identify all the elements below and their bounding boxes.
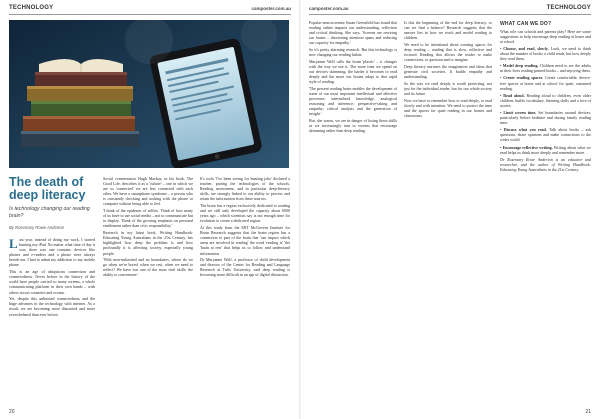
sidebar-intro: What role can schools and parents play? Here are some suggestions to help encourage deep reading at home and at school. (500, 29, 591, 45)
right-page (300, 0, 600, 419)
body-paragraph: This is an age of ubiquitous connection and connectedness. Never before in the history of the world have people carried so many screens, a whole communicating platform in their own hands – with others across countries and oceans. (9, 269, 95, 295)
body-paragraph: Is this the beginning of the end for deep literacy, or can we find a balance? Research suggests that the answer lies in how we teach and model reading to children. (404, 20, 492, 41)
body-paragraph: Last year, instead of doing my work, I started hunting my iPad. No matter what time of day it was, there was one constant: devices like phones and e-readers and a phone were always beside me. I had to admit my addiction to my mobile phone. (9, 236, 95, 268)
books-and-tablet-illustration (9, 20, 289, 168)
body-paragraph: 'With near-unlimited and no boundaries, where do we go when we're bored, when we rest, when we need to reflect? We have lost one of the most vital skills: the ability to concentrate.' (103, 257, 193, 278)
body-paragraph: At this study from the MIT McGovern Institute for Brain Research suggests that the brain region has a connection to part of the brain that 'can impact which areas are involved in reading' the word 'reading is' 'the 'brain at rest' that helps us to follow and understand information. (200, 225, 290, 256)
body-paragraph: Now we have to remember how to read deeply, to read slowly and with intention. We need to protect the time and the spaces for quiet reading in our homes and classrooms. (404, 97, 492, 118)
body-paragraph: So the way we read deeply is worth protecting, not just for the individual reader, but for our whole society and its future. (404, 80, 492, 96)
left-column-1 (9, 237, 95, 407)
sidebar-heading: WHAT CAN WE DO? (500, 21, 552, 27)
tip-item: • Model deep reading. Children need to see the adults in their lives reading printed books – and enjoying them. (500, 63, 592, 74)
section-label: TECHNOLOGY (9, 5, 54, 11)
site-label: camposter.com.au (251, 6, 291, 11)
page-number: 20 (9, 409, 15, 415)
tip-item: • Discuss what you read. Talk about books – ask questions, share opinions and make connections to the wider world. (500, 127, 592, 143)
article-byline: By Rosemary Rowe Anderton (9, 225, 65, 231)
body-paragraph: Dr Maryanne Wolf, a professor of child development and director of the Center for Reading and Language Research at Tufts University, said deep reading is becoming more difficult in an age of digital distraction. (200, 257, 290, 278)
body-paragraph: The brain has a region exclusively dedicated to reading and we still only developed the capacity about 6000 years ago – which scientists say is not enough time for evolution to create a dedicated region. (200, 203, 290, 224)
author-bio: Dr Rosemary Rowe Anderton is an educator and researcher, and the author of Writing Handbook: Educating Young Australians in the 21st Century. (500, 156, 591, 172)
right-page-header (309, 5, 591, 15)
site-label: camposter.com.au (309, 6, 349, 11)
body-paragraph: Popular neuroscientist Susan Greenfield has found that reading online impacts our understanding, reflection and critical thinking. She says, 'Screens are rewiring our brains – shortening attention spans and reducing our capacity for empathy.' (309, 20, 397, 46)
article-subtitle: Is technology changing our reading brain? (9, 206, 90, 219)
body-paragraph: Deep literacy nurtures the imagination and ideas that generate civil societies. It builds empathy and understanding. (404, 63, 492, 80)
body-paragraph: 'I think of the epidemic of selfies. Think of how many of us have to use social media – not to communicate but to display. Think of the growing emphasis on personal entitlement rather than civic responsibility.' (103, 208, 193, 229)
left-column-3 (200, 176, 290, 407)
body-paragraph: But, she warns, we are in danger of losing these skills as we increasingly turn to screens that encourage skimming rather than deep reading. (309, 118, 397, 134)
body-paragraph: Research in my latest book, Writing Handbook: Educating Young Australians in the 21st Century, has highlighted how deep the problem is and how profoundly it is affecting society, especially young people. (103, 230, 193, 256)
body-paragraph: Yet, despite this unlimited connectedness and the huge advances in the technology with internet. As a result, we are becoming more distracted and more overwhelmed than ever before. (9, 296, 95, 317)
tip-item: • Choose, and read, slowly. Look, we need to think about the number of books a child reads, but how deeply they read them. (500, 45, 592, 62)
hero-image (9, 20, 289, 168)
body-paragraph: Social commentator Hugh Mackay, in his book, The Good Life, describes it as a 'culture' – one in which we are so 'connected' we are less connected with each other. We have a smartphone syndrome – a person who is constantly checking and rushing with the phone or computer without being able to feel. (103, 176, 193, 207)
article-title: The death of deep literacy (9, 175, 86, 203)
body-paragraph: It's tools 'I've been seeing for hunting jobs' declared a teacher, pairing the technologies of the schools. Reading assessment, and in particular deep-literacy skills, are strongly linked to our ability to process and retain the information from these sources. (200, 176, 290, 202)
page-number: 21 (585, 409, 591, 415)
section-label: TECHNOLOGY (546, 5, 591, 11)
body-paragraph: 'The present reading brain enables the development of some of our most important intellectual and affective processes: internalized knowledge, analogical reasoning and inference; perspective-taking and empathy; critical analysis and the generation of insight.' (309, 85, 397, 117)
tip-item: • Read aloud. Reading aloud to children, even older children, builds vocabulary, listening skills and a love of stories. (500, 92, 592, 108)
tip-item: • Encourage reflective writing. Writing about what we read helps us think more deeply and remember more. (500, 144, 592, 155)
left-column-2 (103, 176, 193, 407)
left-page-header (9, 5, 291, 15)
body-paragraph: So it's pretty alarming research. But this technology is now changing our reading habits. (309, 47, 397, 58)
tip-item: • Limit screen time. Set boundaries around devices, particularly before bedtime and during family reading time. (500, 110, 592, 126)
tip-item: • Create reading spaces. Create comfortable, device-free spaces at home and at school for quiet, sustained reading. (500, 75, 592, 91)
drop-cap: L (9, 236, 18, 251)
article-title-block (9, 176, 93, 230)
body-paragraph: We need to be intentional about creating spaces for deep reading – reading that is slow, reflective and focused. Reading that allows the reader to make connections, to question and to imagine. (404, 41, 492, 63)
right-column-1 (309, 20, 397, 407)
right-column-3 (500, 20, 591, 407)
body-paragraph: Maryanne Wolf calls the brain 'plastic' – it changes with the way we use it. The more time we spend on our devices skimming, the harder it becomes to read deeply and the more our brains adapt to that rapid style of reading. (309, 58, 397, 85)
right-column-2 (404, 20, 492, 407)
